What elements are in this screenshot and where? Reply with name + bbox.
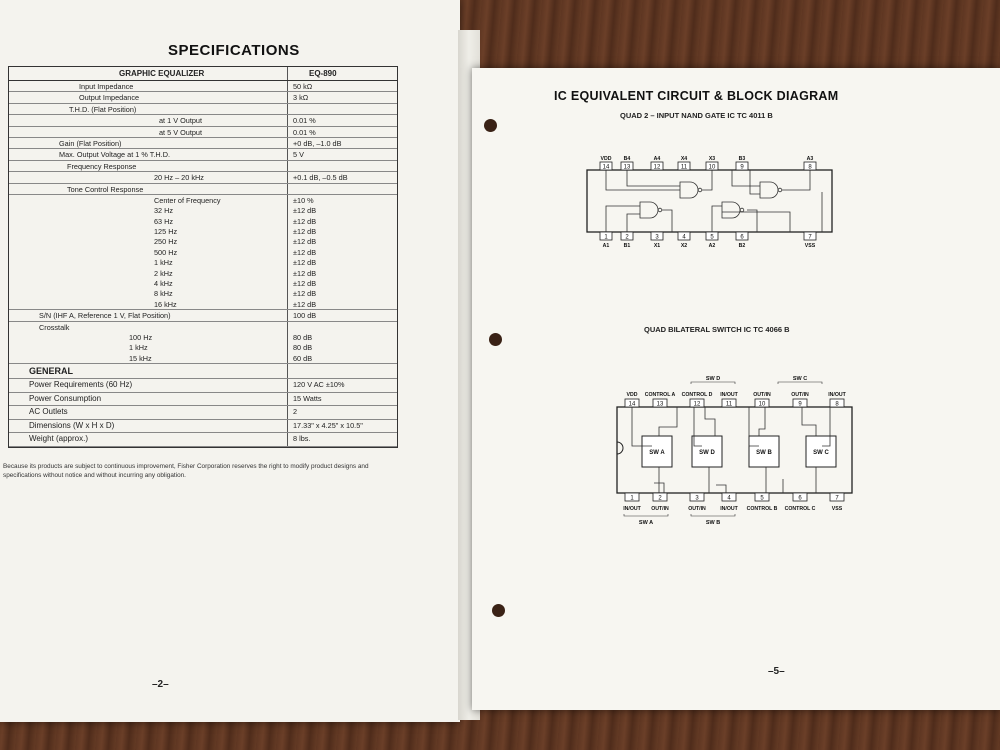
spec-row <box>9 257 397 267</box>
header-model: EQ-890 <box>309 69 337 78</box>
spec-label: Center of Frequency <box>154 195 221 205</box>
spec-label: 15 kHz <box>129 353 152 363</box>
pin-name: B4 <box>623 156 631 162</box>
pin-number: 6 <box>740 234 744 241</box>
general-heading: GENERAL <box>29 366 74 377</box>
pin-name: IN/OUT <box>720 506 738 512</box>
spec-table <box>8 66 398 448</box>
general-value: 8 lbs. <box>293 434 311 444</box>
switch-label: SW D <box>699 450 715 456</box>
pin-name: A2 <box>708 243 716 249</box>
spec-label: at 1 V Output <box>159 116 202 126</box>
pin-name: X2 <box>680 243 688 249</box>
page-number: –2– <box>152 679 169 690</box>
spec-row <box>9 236 397 246</box>
spec-row <box>9 104 397 115</box>
spec-label: Tone Control Response <box>67 184 144 194</box>
switch-label: SW A <box>649 450 665 456</box>
pin-name: A4 <box>653 156 661 162</box>
switch-group-label: SW D <box>705 376 721 382</box>
spec-row <box>9 81 397 92</box>
spec-label: T.H.D. (Flat Position) <box>69 104 137 114</box>
spec-label: Gain (Flat Position) <box>59 138 122 148</box>
pin-number: 1 <box>630 495 634 502</box>
spec-row <box>9 288 397 298</box>
pin-number: 14 <box>602 164 610 171</box>
switch-group-label: SW C <box>792 376 808 382</box>
spec-label: 125 Hz <box>154 227 178 237</box>
spec-label: 32 Hz <box>154 206 174 216</box>
spec-label: 20 Hz – 20 kHz <box>154 173 204 183</box>
pin-name: VSS <box>804 243 816 249</box>
spec-label: 100 Hz <box>129 332 153 342</box>
general-row <box>9 406 397 420</box>
pin-number: 9 <box>740 164 744 171</box>
spec-label: 250 Hz <box>154 237 178 247</box>
general-heading-row <box>9 364 397 379</box>
spec-value: ±12 dB <box>293 227 317 237</box>
spec-row <box>9 172 397 183</box>
page-title: IC EQUIVALENT CIRCUIT & BLOCK DIAGRAM <box>554 89 839 103</box>
spec-label: Output Impedance <box>79 93 140 103</box>
spec-value: 50 kΩ <box>293 82 313 91</box>
spec-value: 0.01 % <box>293 116 316 126</box>
general-label: Power Requirements (60 Hz) <box>29 380 133 390</box>
spec-value: ±12 dB <box>293 299 317 309</box>
general-label: Dimensions (W x H x D) <box>29 420 115 430</box>
pin-name: B3 <box>738 156 746 162</box>
pin-number: 12 <box>693 401 701 408</box>
spec-label: 63 Hz <box>154 216 174 226</box>
pin-name: VSS <box>831 506 843 512</box>
spec-row <box>9 149 397 160</box>
pin-number: 3 <box>655 234 659 241</box>
pin-number: 14 <box>628 401 636 408</box>
punch-hole <box>492 604 505 617</box>
spec-value: ±12 dB <box>293 237 317 247</box>
pin-name: VDD <box>626 392 638 398</box>
pin-number: 7 <box>835 495 839 502</box>
spec-label: 4 kHz <box>154 279 173 289</box>
pin-name: X4 <box>680 156 688 162</box>
pin-name: IN/OUT <box>720 392 738 398</box>
switch-label: SW C <box>813 450 829 456</box>
pin-number: 5 <box>760 495 764 502</box>
pin-number: 4 <box>682 234 686 241</box>
spec-value: 5 V <box>293 150 304 160</box>
pin-number: 13 <box>656 401 664 408</box>
pin-number: 2 <box>658 495 662 502</box>
pin-number: 7 <box>808 234 812 241</box>
general-value: 120 V AC ±10% <box>293 380 345 390</box>
pin-number: 5 <box>710 234 714 241</box>
pin-name: OUT/IN <box>753 392 771 398</box>
spec-label: 16 kHz <box>154 299 177 309</box>
punch-hole <box>484 119 497 132</box>
general-label: Power Consumption <box>29 393 102 403</box>
spec-value: ±12 dB <box>293 268 317 278</box>
punch-hole <box>489 333 502 346</box>
spec-value: +0 dB, –1.0 dB <box>293 138 342 148</box>
pin-name: IN/OUT <box>828 392 846 398</box>
page-title: SPECIFICATIONS <box>168 42 300 59</box>
spec-value: ±12 dB <box>293 216 317 226</box>
spec-value: 60 dB <box>293 353 313 363</box>
pin-number: 4 <box>727 495 731 502</box>
page-number: –5– <box>768 666 785 677</box>
spec-label: 1 kHz <box>154 258 173 268</box>
spec-row <box>9 205 397 215</box>
spec-row <box>9 310 397 321</box>
pin-number: 2 <box>625 234 629 241</box>
pin-number: 12 <box>653 164 661 171</box>
pin-name: OUT/IN <box>688 506 706 512</box>
pin-name: A3 <box>806 156 814 162</box>
spec-row <box>9 353 397 364</box>
pin-number: 9 <box>798 401 802 408</box>
pin-number: 8 <box>835 401 839 408</box>
spec-row <box>9 161 397 172</box>
spec-row <box>9 127 397 138</box>
pin-number: 10 <box>758 401 766 408</box>
switch-group-label: SW A <box>638 520 654 526</box>
spec-label: Crosstalk <box>39 322 70 332</box>
spec-value: 3 kΩ <box>293 93 309 103</box>
pin-name: X3 <box>708 156 716 162</box>
spec-label: Input Impedance <box>79 82 134 91</box>
disclaimer-note: Because its products are subject to continuous improvement, Fisher Corporation reserves the right to modify product designs and specifications without notice and without incurring any obligation. <box>3 463 369 479</box>
spec-row <box>9 247 397 257</box>
pin-name: A1 <box>602 243 610 249</box>
left-page <box>0 0 460 722</box>
spec-row <box>9 268 397 278</box>
general-label: AC Outlets <box>29 407 68 417</box>
right-page <box>472 68 1000 710</box>
pin-name: B2 <box>738 243 746 249</box>
general-value: 2 <box>293 407 298 417</box>
pin-number: 3 <box>695 495 699 502</box>
spec-label: 500 Hz <box>154 247 178 257</box>
spec-label: 1 kHz <box>129 343 148 353</box>
spec-row <box>9 332 397 342</box>
diagram1-title: QUAD 2 – INPUT NAND GATE IC TC 4011 B <box>620 111 773 120</box>
spec-row <box>9 184 397 195</box>
spec-row <box>9 322 397 332</box>
spec-label: 2 kHz <box>154 268 173 278</box>
pin-number: 11 <box>680 164 688 171</box>
pin-name: CONTROL A <box>644 392 676 398</box>
pin-name: CONTROL C <box>784 506 816 512</box>
pin-number: 8 <box>808 164 812 171</box>
spec-value: 0.01 % <box>293 127 316 137</box>
general-row <box>9 420 397 434</box>
pin-name: VDD <box>600 156 612 162</box>
nand-gate-diagram <box>572 154 862 252</box>
pin-name: IN/OUT <box>623 506 641 512</box>
spec-value: ±12 dB <box>293 247 317 257</box>
spec-value: +0.1 dB, –0.5 dB <box>293 173 348 183</box>
spec-label: Max. Output Voltage at 1 % T.H.D. <box>59 150 170 160</box>
spec-label: Frequency Response <box>67 161 137 171</box>
spec-row <box>9 92 397 103</box>
spec-row <box>9 342 397 352</box>
pin-name: OUT/IN <box>791 392 809 398</box>
spec-value: ±10 % <box>293 195 314 205</box>
switch-group-label: SW B <box>705 520 721 526</box>
diagram2-title: QUAD BILATERAL SWITCH IC TC 4066 B <box>644 325 790 334</box>
pin-number: 11 <box>725 401 733 408</box>
spec-row <box>9 138 397 149</box>
pin-name: CONTROL D <box>681 392 713 398</box>
pin-name: CONTROL B <box>746 506 778 512</box>
general-value: 17.33" x 4.25" x 10.5" <box>293 420 363 430</box>
spec-row <box>9 299 397 310</box>
spec-row <box>9 216 397 226</box>
general-label: Weight (approx.) <box>29 434 88 444</box>
bilateral-switch-diagram <box>602 368 872 528</box>
spec-value: ±12 dB <box>293 289 317 299</box>
spec-table-header <box>9 67 397 81</box>
general-row <box>9 393 397 407</box>
spec-value: ±12 dB <box>293 258 317 268</box>
pin-number: 13 <box>623 164 631 171</box>
spec-row <box>9 226 397 236</box>
general-value: 15 Watts <box>293 393 322 403</box>
spec-label: at 5 V Output <box>159 127 202 137</box>
pin-name: X1 <box>653 243 661 249</box>
spec-label: S/N (IHF A, Reference 1 V, Flat Position) <box>39 311 171 321</box>
pin-number: 1 <box>604 234 608 241</box>
header-label: GRAPHIC EQUALIZER <box>119 69 205 78</box>
pin-name: B1 <box>623 243 631 249</box>
spec-row <box>9 195 397 205</box>
spec-value: ±12 dB <box>293 206 317 216</box>
general-row <box>9 433 397 447</box>
pin-number: 10 <box>708 164 716 171</box>
pin-number: 6 <box>798 495 802 502</box>
spec-row <box>9 115 397 126</box>
switch-label: SW B <box>756 450 772 456</box>
pin-name: OUT/IN <box>651 506 669 512</box>
spec-value: 100 dB <box>293 311 317 321</box>
spec-value: 80 dB <box>293 343 313 353</box>
spec-label: 8 kHz <box>154 289 173 299</box>
spec-value: 80 dB <box>293 332 313 342</box>
general-row <box>9 379 397 393</box>
spec-value: ±12 dB <box>293 279 317 289</box>
spec-row <box>9 278 397 288</box>
